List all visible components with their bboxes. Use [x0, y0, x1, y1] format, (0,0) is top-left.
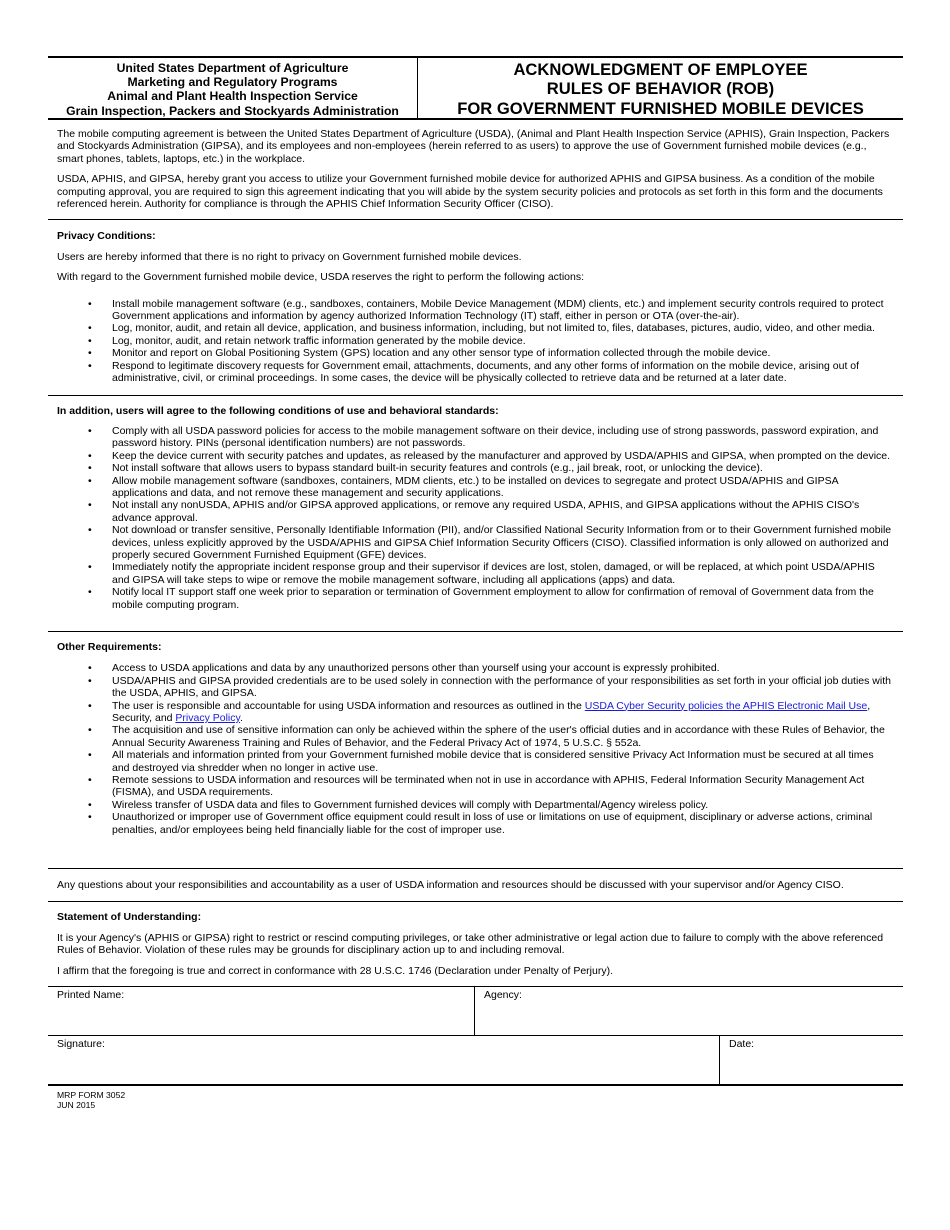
other-list: [57, 662, 894, 836]
printed-name-field[interactable]: [48, 987, 475, 1035]
list-item: • Not install software that allows users to bypass standard built-in security features and controls (e.g., jail break, root, or unlocking the device).: [112, 462, 894, 474]
agency-block: [48, 58, 418, 118]
list-item: • Notify local IT support staff one week prior to separation or termination of Government employment to allow for confirmation of removal of Government data from the mobile computing program.: [112, 586, 894, 611]
list-item: • Not install any nonUSDA, APHIS and/or GIPSA approved applications, or remove any required USDA, APHIS, and GIPSA applications without the APHIS CISO's advance approval.: [112, 499, 894, 524]
link-item-text: , Security, and: [112, 699, 871, 725]
date-label: Date:: [729, 1038, 755, 1051]
form-footer: [48, 1090, 903, 1110]
privacy-policy-link[interactable]: Privacy Policy: [175, 712, 240, 725]
intro-section: [48, 120, 903, 219]
title-line: RULES OF BEHAVIOR (ROB): [546, 79, 775, 99]
signature-row-1: [48, 986, 903, 1035]
cyber-security-policy-link[interactable]: USDA Cyber Security policies the APHIS Electronic Mail Use: [584, 699, 868, 712]
list-item: • Log, monitor, audit, and retain all device, application, and business information, including, but not limited to, files, databases, pictures, audio, video, and other media.: [112, 322, 894, 334]
list-item: • All materials and information printed from your Government furnished mobile device that is considered sensitive Privacy Act Information must be secured at all times and destroyed via shredder when no longer in active use.: [112, 749, 894, 774]
list-item: • The acquisition and use of sensitive information can only be achieved within the sphere of the user's official duties and in accordance with these Rules of Behavior, the Annual Security Awareness Training and Rules of Behavior, and the Federal Privacy Act of 1974, 5 U.S.C. § 552a.: [112, 724, 894, 749]
link-item-text: The user is responsible and accountable for using USDA information and resources as outlined in the: [112, 699, 585, 712]
agency-field[interactable]: [475, 987, 903, 1035]
date-field[interactable]: [720, 1036, 903, 1084]
link-item-text: .: [240, 712, 243, 725]
conditions-section: [48, 396, 903, 632]
title-line: ACKNOWLEDGMENT OF EMPLOYEE: [513, 60, 808, 79]
questions-text: Any questions about your responsibilities and accountability as a user of USDA information and resources should be discussed with your supervisor and/or Agency CISO.: [57, 879, 844, 892]
list-item: • Comply with all USDA password policies for access to the mobile management software on their device, including use of strong passwords, password expiration, and password history. PINs (personal identification numbers) are not passwords.: [112, 425, 894, 450]
other-heading: Other Requirements:: [57, 641, 162, 653]
list-item: • Wireless transfer of USDA data and files to Government furnished devices will comply with Departmental/Agency wireless policy.: [112, 799, 894, 811]
other-requirements-section: [48, 632, 903, 868]
statement-heading: Statement of Understanding:: [57, 910, 202, 923]
privacy-paragraph: Users are hereby informed that there is no right to privacy on Government furnished mobile devices.: [57, 250, 522, 263]
list-item: • Remote sessions to USDA information and resources will be terminated when not in use in accordance with APHIS, Federal Information Security Management Act (FISMA), and USDA requirements.: [112, 774, 894, 799]
list-item: • Unauthorized or improper use of Government office equipment could result in loss of use or limitations on use of equipment, disciplinary or adverse actions, criminal penalties, and/or employees being held financially liable for the cost of improper use.: [112, 811, 894, 836]
list-item: • Allow mobile management software (sandboxes, containers, MDM clients, etc.) to be installed on devices to segregate and protect USDA/APHIS and GIPSA applications and data, and not remove these management and security applications.: [112, 475, 894, 500]
agency-line: Marketing and Regulatory Programs: [127, 75, 338, 90]
agency-label: Agency:: [484, 989, 522, 1002]
privacy-section: [48, 220, 903, 394]
statement-paragraph: It is your Agency's (APHIS or GIPSA) right to restrict or rescind computing privileges, or take other administrative or legal action due to failure to comply with the above referenced Rules of Behavior. Violation of these rules may be grounds for disciplinary action up to and including removal.: [57, 931, 884, 957]
list-item: • Respond to legitimate discovery requests for Government email, attachments, documents, and any other forms of information on the mobile device, arising out of administrative, civil, or criminal proceedings. In some cases, the device will be physically collected to retrieve data and be returned at a later date.: [112, 360, 894, 385]
form-number: MRP FORM 3052: [57, 1090, 126, 1101]
agency-line: United States Department of Agriculture: [116, 61, 349, 75]
list-item-with-links: [112, 700, 894, 725]
conditions-list: [57, 425, 894, 611]
list-item: • Immediately notify the appropriate incident response group and their supervisor if devices are lost, stolen, damaged, or will be replaced, at which point USDA/APHIS and GIPSA will take steps to wipe or remove the mobile management software, including all applications (apps) and data.: [112, 561, 894, 586]
form-date: JUN 2015: [57, 1100, 96, 1111]
affirmation-text: I affirm that the foregoing is true and correct in conformance with 28 U.S.C. 1746 (Declaration under Penalty of Perjury).: [57, 964, 613, 977]
list-item: • Log, monitor, audit, and retain network traffic information generated by the mobile device.: [112, 335, 894, 347]
list-item: • Install mobile management software (e.g., sandboxes, containers, Mobile Device Management (MDM) clients, etc.) and implement security controls required to protect Government applications and information by agency authorized Information Technology (IT) staff, either in person or OTA (over-the-air).: [112, 298, 894, 323]
conditions-heading: In addition, users will agree to the following conditions of use and behavioral standards:: [57, 404, 499, 417]
signature-field[interactable]: [48, 1036, 720, 1084]
list-item: • Monitor and report on Global Positioning System (GPS) location and any other sensor type of information collected through the mobile device.: [112, 347, 894, 359]
signature-label: Signature:: [57, 1038, 105, 1051]
intro-paragraph: USDA, APHIS, and GIPSA, hereby grant you access to utilize your Government furnished mobile device for authorized APHIS and GIPSA business. As a condition of the mobile computing approval, you are required to sign this agreement indicating that you will abide by the system security policies and protocols as set forth in this form and the documents referenced herein. Authority for compliance is through the APHIS Chief Information Security Officer (CISO).: [57, 173, 883, 211]
statement-section: [48, 902, 903, 987]
list-item: • Keep the device current with security patches and updates, as released by the manufacturer and approved by USDA/APHIS and GIPSA, when prompted on the device.: [112, 450, 894, 462]
privacy-list: [57, 298, 894, 385]
form-title: [418, 58, 903, 118]
signature-row-2: [48, 1035, 903, 1086]
title-line: FOR GOVERNMENT FURNISHED MOBILE DEVICES: [457, 98, 864, 118]
printed-name-label: Printed Name:: [57, 989, 125, 1002]
list-item: • USDA/APHIS and GIPSA provided credentials are to be used solely in connection with the performance of your responsibilities as set forth in your official job duties with the USDA, APHIS, and GIPSA.: [112, 675, 894, 700]
form-page: [48, 56, 903, 1110]
agency-line: Animal and Plant Health Inspection Service: [107, 89, 358, 104]
privacy-paragraph: With regard to the Government furnished mobile device, USDA reserves the right to perform the following actions:: [57, 271, 584, 284]
questions-section: [48, 869, 903, 900]
form-header: [48, 56, 903, 120]
privacy-heading: Privacy Conditions:: [57, 230, 156, 243]
list-item: • Not download or transfer sensitive, Personally Identifiable Information (PII), and/or Classified National Security Information from or to their Government furnished mobile devices, unless explicitly approved by the USDA/APHIS and GIPSA Chief Information Security Officers (CISO). Classified information is only allowed on authorized and properly secured Government Furnished Equipment (GFE) devices.: [112, 524, 894, 561]
intro-paragraph: The mobile computing agreement is between the United States Department of Agriculture (USDA), (Animal and Plant Health Inspection Service (APHIS), Grain Inspection, Packers and Stockyards Administration (GIPSA), and its employees and non-employees (herein referred to as users) to approve the use of Government furnished mobile devices (e.g., smart phones, tablets, laptops, etc.) in the workplace.: [57, 128, 890, 165]
agency-line: Grain Inspection, Packers and Stockyards Administration: [66, 103, 399, 118]
list-item: • Access to USDA applications and data by any unauthorized persons other than yourself using your account is expressly prohibited.: [112, 662, 894, 674]
